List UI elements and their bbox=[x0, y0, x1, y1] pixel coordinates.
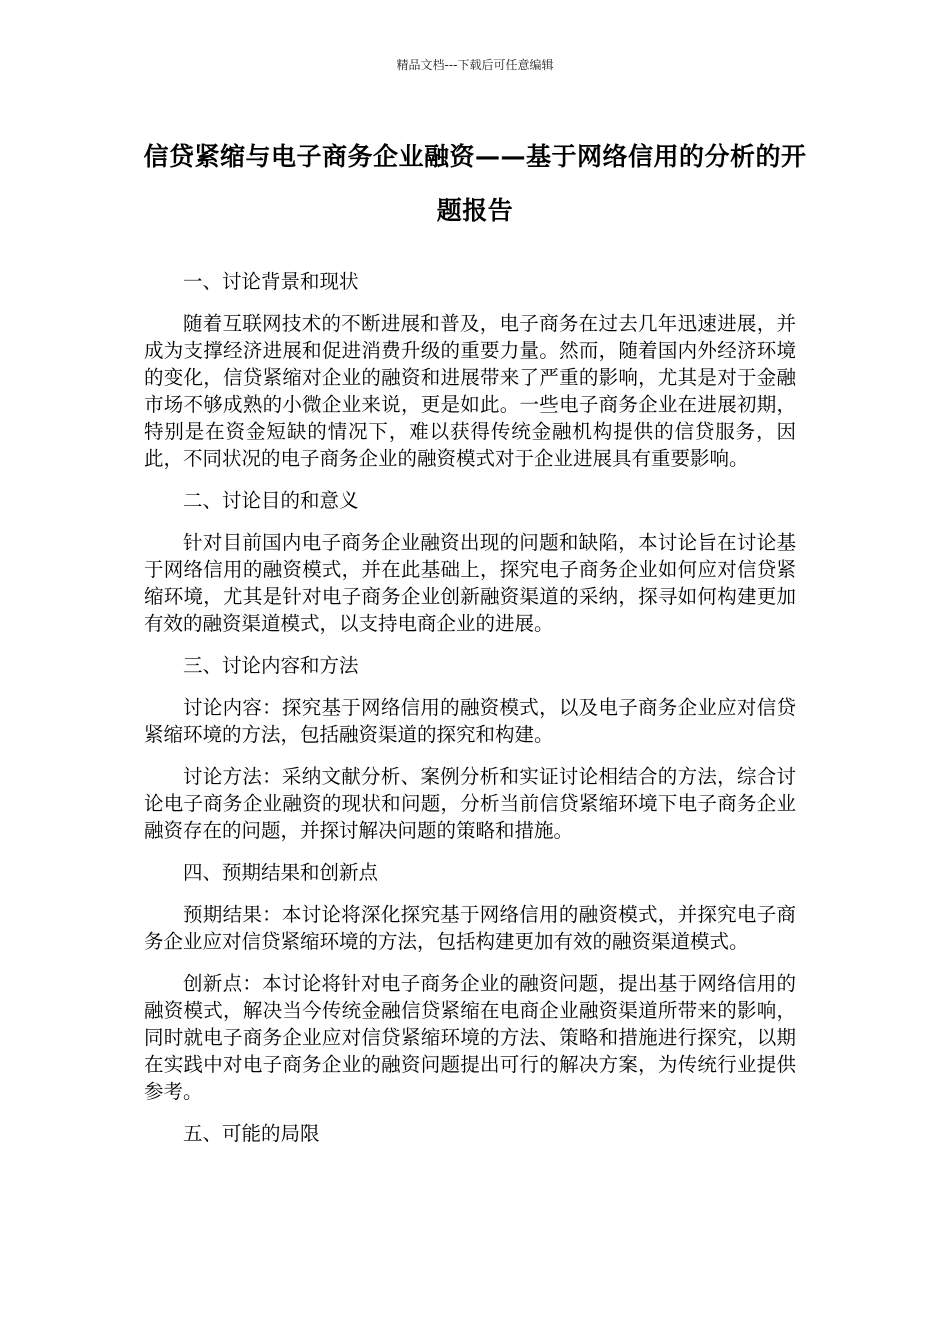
paragraph: 讨论方法：采纳文献分析、案例分析和实证讨论相结合的方法，综合讨论电子商务企业融资的现状和问题，分析当前信贷紧缩环境下电子商务企业融资存在的问题，并探讨解决问题的策略和措施。 bbox=[144, 765, 796, 842]
section-heading: 四、预期结果和创新点 bbox=[183, 861, 379, 884]
document-title: 信贷紧缩与电子商务企业融资——基于网络信用的分析的开题报告 bbox=[143, 142, 807, 225]
section-2 bbox=[144, 487, 796, 637]
header-note: 精品文档---下载后可任意编辑 bbox=[396, 58, 554, 72]
document-body bbox=[144, 268, 796, 1162]
section-heading: 五、可能的局限 bbox=[183, 1122, 320, 1145]
paragraph: 针对目前国内电子商务企业融资出现的问题和缺陷，本讨论旨在讨论基于网络信用的融资模式，并在此基础上，探究电子商务企业如何应对信贷紧缩环境，尤其是针对电子商务企业创新融资渠道的采纳，探寻如何构建更加有效的融资渠道模式，以支持电商企业的进展。 bbox=[144, 531, 796, 635]
section-4 bbox=[144, 859, 796, 1105]
section-heading: 二、讨论目的和意义 bbox=[183, 489, 359, 512]
section-5 bbox=[144, 1120, 796, 1147]
section-1 bbox=[144, 268, 796, 472]
section-heading: 一、讨论背景和现状 bbox=[183, 270, 359, 293]
paragraph: 随着互联网技术的不断进展和普及，电子商务在过去几年迅速进展，并成为支撑经济进展和促进消费升级的重要力量。然而，随着国内外经济环境的变化，信贷紧缩对企业的融资和进展带来了严重的影响，尤其是对于金融市场不够成熟的小微企业来说，更是如此。一些电子商务企业在进展初期，特别是在资金短缺的情况下，难以获得传统金融机构提供的信贷服务，因此，不同状况的电子商务企业的融资模式对于企业进展具有重要影响。 bbox=[144, 312, 796, 470]
section-3 bbox=[144, 652, 796, 844]
paragraph: 讨论内容：探究基于网络信用的融资模式，以及电子商务企业应对信贷紧缩环境的方法，包括融资渠道的探究和构建。 bbox=[144, 696, 796, 746]
paragraph: 预期结果：本讨论将深化探究基于网络信用的融资模式，并探究电子商务企业应对信贷紧缩环境的方法，包括构建更加有效的融资渠道模式。 bbox=[144, 903, 796, 953]
section-heading: 三、讨论内容和方法 bbox=[183, 654, 359, 677]
paragraph: 创新点：本讨论将针对电子商务企业的融资问题，提出基于网络信用的融资模式，解决当今传统金融信贷紧缩在电商企业融资渠道所带来的影响，同时就电子商务企业应对信贷紧缩环境的方法、策略和措施进行探究，以期在实践中对电子商务企业的融资问题提出可行的解决方案，为传统行业提供参考。 bbox=[144, 972, 796, 1103]
